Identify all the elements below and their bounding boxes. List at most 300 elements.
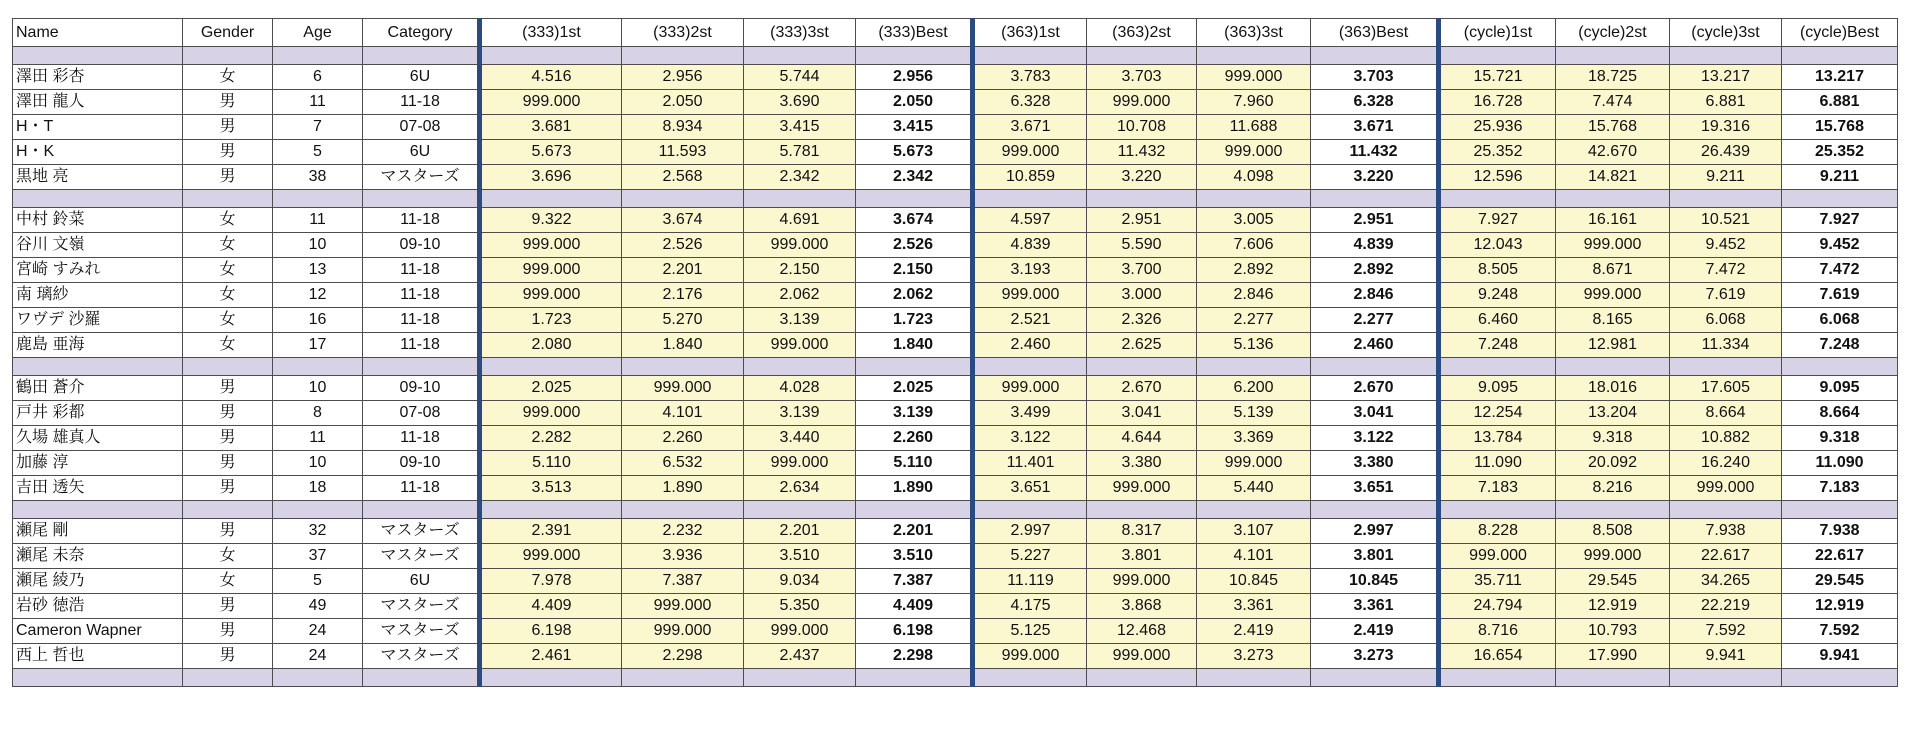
cell-age[interactable]: 37 bbox=[273, 544, 363, 569]
cell-category[interactable]: マスターズ bbox=[363, 544, 480, 569]
cell-363-3st[interactable]: 2.277 bbox=[1197, 308, 1311, 333]
cell-363-2st[interactable]: 3.703 bbox=[1087, 65, 1197, 90]
cell-cycle-3st[interactable]: 7.472 bbox=[1670, 258, 1782, 283]
cell-333-3st[interactable]: 999.000 bbox=[744, 233, 856, 258]
cell-363-best[interactable]: 2.892 bbox=[1311, 258, 1439, 283]
cell-333-1st[interactable]: 999.000 bbox=[480, 544, 622, 569]
cell-cycle-1st[interactable]: 6.460 bbox=[1439, 308, 1556, 333]
cell-333-3st[interactable]: 3.440 bbox=[744, 426, 856, 451]
cell-333-best[interactable]: 2.025 bbox=[856, 376, 973, 401]
col-header-363-2st[interactable]: (363)2st bbox=[1087, 19, 1197, 47]
cell-cycle-best[interactable]: 6.881 bbox=[1782, 90, 1898, 115]
cell-cycle-3st[interactable]: 999.000 bbox=[1670, 476, 1782, 501]
cell-363-2st[interactable]: 8.317 bbox=[1087, 519, 1197, 544]
cell-name[interactable]: 瀬尾 綾乃 bbox=[13, 569, 183, 594]
cell-name[interactable]: 加藤 淳 bbox=[13, 451, 183, 476]
separator-cell[interactable] bbox=[744, 358, 856, 376]
cell-363-3st[interactable]: 5.139 bbox=[1197, 401, 1311, 426]
cell-363-1st[interactable]: 5.227 bbox=[973, 544, 1087, 569]
cell-cycle-2st[interactable]: 13.204 bbox=[1556, 401, 1670, 426]
cell-gender[interactable]: 男 bbox=[183, 90, 273, 115]
cell-cycle-1st[interactable]: 16.728 bbox=[1439, 90, 1556, 115]
cell-333-2st[interactable]: 7.387 bbox=[622, 569, 744, 594]
cell-333-2st[interactable]: 2.176 bbox=[622, 283, 744, 308]
cell-name[interactable]: 澤田 龍人 bbox=[13, 90, 183, 115]
col-header-363-1st[interactable]: (363)1st bbox=[973, 19, 1087, 47]
cell-cycle-1st[interactable]: 8.228 bbox=[1439, 519, 1556, 544]
cell-363-1st[interactable]: 4.175 bbox=[973, 594, 1087, 619]
cell-333-2st[interactable]: 2.568 bbox=[622, 165, 744, 190]
cell-cycle-2st[interactable]: 18.016 bbox=[1556, 376, 1670, 401]
separator-cell[interactable] bbox=[1311, 47, 1439, 65]
cell-cycle-2st[interactable]: 999.000 bbox=[1556, 233, 1670, 258]
cell-gender[interactable]: 男 bbox=[183, 115, 273, 140]
cell-363-best[interactable]: 4.839 bbox=[1311, 233, 1439, 258]
col-header-333-1st[interactable]: (333)1st bbox=[480, 19, 622, 47]
separator-cell[interactable] bbox=[480, 190, 622, 208]
cell-363-best[interactable]: 11.432 bbox=[1311, 140, 1439, 165]
cell-age[interactable]: 8 bbox=[273, 401, 363, 426]
cell-363-best[interactable]: 2.670 bbox=[1311, 376, 1439, 401]
cell-363-2st[interactable]: 11.432 bbox=[1087, 140, 1197, 165]
cell-333-3st[interactable]: 2.150 bbox=[744, 258, 856, 283]
cell-333-1st[interactable]: 3.696 bbox=[480, 165, 622, 190]
cell-363-3st[interactable]: 999.000 bbox=[1197, 140, 1311, 165]
cell-category[interactable]: 11-18 bbox=[363, 308, 480, 333]
cell-363-3st[interactable]: 7.960 bbox=[1197, 90, 1311, 115]
cell-333-1st[interactable]: 4.409 bbox=[480, 594, 622, 619]
cell-gender[interactable]: 男 bbox=[183, 451, 273, 476]
cell-age[interactable]: 11 bbox=[273, 208, 363, 233]
separator-cell[interactable] bbox=[1670, 669, 1782, 687]
cell-gender[interactable]: 女 bbox=[183, 544, 273, 569]
cell-333-3st[interactable]: 2.634 bbox=[744, 476, 856, 501]
cell-age[interactable]: 24 bbox=[273, 619, 363, 644]
cell-333-3st[interactable]: 3.690 bbox=[744, 90, 856, 115]
cell-333-1st[interactable]: 1.723 bbox=[480, 308, 622, 333]
cell-363-3st[interactable]: 3.107 bbox=[1197, 519, 1311, 544]
separator-cell[interactable] bbox=[1197, 47, 1311, 65]
cell-gender[interactable]: 男 bbox=[183, 619, 273, 644]
cell-gender[interactable]: 女 bbox=[183, 283, 273, 308]
cell-age[interactable]: 5 bbox=[273, 140, 363, 165]
cell-363-best[interactable]: 2.460 bbox=[1311, 333, 1439, 358]
cell-333-2st[interactable]: 2.260 bbox=[622, 426, 744, 451]
cell-category[interactable]: 11-18 bbox=[363, 208, 480, 233]
cell-gender[interactable]: 女 bbox=[183, 308, 273, 333]
separator-cell[interactable] bbox=[13, 47, 183, 65]
cell-name[interactable]: 久場 雄真人 bbox=[13, 426, 183, 451]
cell-363-2st[interactable]: 999.000 bbox=[1087, 90, 1197, 115]
cell-category[interactable]: 6U bbox=[363, 140, 480, 165]
cell-cycle-2st[interactable]: 14.821 bbox=[1556, 165, 1670, 190]
separator-cell[interactable] bbox=[273, 501, 363, 519]
separator-cell[interactable] bbox=[1087, 190, 1197, 208]
cell-333-2st[interactable]: 2.298 bbox=[622, 644, 744, 669]
cell-gender[interactable]: 男 bbox=[183, 401, 273, 426]
cell-333-best[interactable]: 3.510 bbox=[856, 544, 973, 569]
cell-cycle-best[interactable]: 15.768 bbox=[1782, 115, 1898, 140]
cell-cycle-best[interactable]: 7.472 bbox=[1782, 258, 1898, 283]
col-header-gender[interactable]: Gender bbox=[183, 19, 273, 47]
cell-category[interactable]: 11-18 bbox=[363, 426, 480, 451]
separator-cell[interactable] bbox=[183, 501, 273, 519]
cell-name[interactable]: ワヴデ 沙羅 bbox=[13, 308, 183, 333]
separator-cell[interactable] bbox=[363, 358, 480, 376]
cell-333-2st[interactable]: 8.934 bbox=[622, 115, 744, 140]
cell-363-1st[interactable]: 4.597 bbox=[973, 208, 1087, 233]
cell-333-2st[interactable]: 2.232 bbox=[622, 519, 744, 544]
cell-363-best[interactable]: 3.361 bbox=[1311, 594, 1439, 619]
separator-cell[interactable] bbox=[13, 669, 183, 687]
cell-cycle-best[interactable]: 29.545 bbox=[1782, 569, 1898, 594]
cell-363-1st[interactable]: 6.328 bbox=[973, 90, 1087, 115]
cell-cycle-2st[interactable]: 8.165 bbox=[1556, 308, 1670, 333]
cell-category[interactable]: 09-10 bbox=[363, 233, 480, 258]
cell-333-2st[interactable]: 3.936 bbox=[622, 544, 744, 569]
separator-cell[interactable] bbox=[973, 501, 1087, 519]
separator-cell[interactable] bbox=[363, 47, 480, 65]
cell-cycle-best[interactable]: 7.592 bbox=[1782, 619, 1898, 644]
cell-333-2st[interactable]: 2.526 bbox=[622, 233, 744, 258]
cell-age[interactable]: 7 bbox=[273, 115, 363, 140]
cell-cycle-1st[interactable]: 25.936 bbox=[1439, 115, 1556, 140]
separator-cell[interactable] bbox=[1439, 669, 1556, 687]
cell-333-1st[interactable]: 3.513 bbox=[480, 476, 622, 501]
cell-gender[interactable]: 男 bbox=[183, 594, 273, 619]
cell-cycle-3st[interactable]: 6.881 bbox=[1670, 90, 1782, 115]
separator-cell[interactable] bbox=[1087, 358, 1197, 376]
cell-333-best[interactable]: 3.415 bbox=[856, 115, 973, 140]
cell-363-1st[interactable]: 3.122 bbox=[973, 426, 1087, 451]
separator-cell[interactable] bbox=[744, 47, 856, 65]
cell-333-best[interactable]: 5.673 bbox=[856, 140, 973, 165]
separator-cell[interactable] bbox=[363, 501, 480, 519]
cell-cycle-best[interactable]: 7.927 bbox=[1782, 208, 1898, 233]
cell-gender[interactable]: 男 bbox=[183, 165, 273, 190]
cell-category[interactable]: マスターズ bbox=[363, 519, 480, 544]
separator-cell[interactable] bbox=[1556, 501, 1670, 519]
cell-cycle-1st[interactable]: 9.248 bbox=[1439, 283, 1556, 308]
separator-cell[interactable] bbox=[273, 47, 363, 65]
cell-363-3st[interactable]: 3.361 bbox=[1197, 594, 1311, 619]
cell-363-3st[interactable]: 999.000 bbox=[1197, 65, 1311, 90]
cell-333-3st[interactable]: 3.139 bbox=[744, 401, 856, 426]
separator-cell[interactable] bbox=[1556, 190, 1670, 208]
cell-363-1st[interactable]: 999.000 bbox=[973, 283, 1087, 308]
cell-333-2st[interactable]: 5.270 bbox=[622, 308, 744, 333]
cell-cycle-3st[interactable]: 7.619 bbox=[1670, 283, 1782, 308]
separator-cell[interactable] bbox=[973, 190, 1087, 208]
cell-cycle-3st[interactable]: 10.882 bbox=[1670, 426, 1782, 451]
cell-cycle-2st[interactable]: 18.725 bbox=[1556, 65, 1670, 90]
cell-cycle-best[interactable]: 7.248 bbox=[1782, 333, 1898, 358]
cell-363-3st[interactable]: 5.440 bbox=[1197, 476, 1311, 501]
cell-333-3st[interactable]: 4.691 bbox=[744, 208, 856, 233]
separator-cell[interactable] bbox=[183, 669, 273, 687]
cell-cycle-3st[interactable]: 9.452 bbox=[1670, 233, 1782, 258]
col-header-cycle-2st[interactable]: (cycle)2st bbox=[1556, 19, 1670, 47]
cell-363-1st[interactable]: 999.000 bbox=[973, 376, 1087, 401]
cell-cycle-3st[interactable]: 10.521 bbox=[1670, 208, 1782, 233]
cell-333-best[interactable]: 2.062 bbox=[856, 283, 973, 308]
cell-333-3st[interactable]: 3.415 bbox=[744, 115, 856, 140]
col-header-name[interactable]: Name bbox=[13, 19, 183, 47]
cell-363-1st[interactable]: 3.499 bbox=[973, 401, 1087, 426]
cell-333-1st[interactable]: 999.000 bbox=[480, 90, 622, 115]
cell-name[interactable]: 鹿島 亜海 bbox=[13, 333, 183, 358]
cell-333-3st[interactable]: 999.000 bbox=[744, 333, 856, 358]
cell-age[interactable]: 10 bbox=[273, 451, 363, 476]
cell-333-best[interactable]: 2.956 bbox=[856, 65, 973, 90]
cell-363-3st[interactable]: 11.688 bbox=[1197, 115, 1311, 140]
separator-cell[interactable] bbox=[973, 669, 1087, 687]
cell-cycle-3st[interactable]: 22.617 bbox=[1670, 544, 1782, 569]
separator-cell[interactable] bbox=[856, 47, 973, 65]
separator-cell[interactable] bbox=[1087, 669, 1197, 687]
cell-category[interactable]: 11-18 bbox=[363, 476, 480, 501]
cell-363-best[interactable]: 3.651 bbox=[1311, 476, 1439, 501]
cell-cycle-3st[interactable]: 26.439 bbox=[1670, 140, 1782, 165]
cell-name[interactable]: H・T bbox=[13, 115, 183, 140]
cell-363-3st[interactable]: 999.000 bbox=[1197, 451, 1311, 476]
cell-363-best[interactable]: 2.951 bbox=[1311, 208, 1439, 233]
col-header-category[interactable]: Category bbox=[363, 19, 480, 47]
cell-363-2st[interactable]: 4.644 bbox=[1087, 426, 1197, 451]
cell-363-2st[interactable]: 2.951 bbox=[1087, 208, 1197, 233]
cell-333-best[interactable]: 2.298 bbox=[856, 644, 973, 669]
col-header-333-2st[interactable]: (333)2st bbox=[622, 19, 744, 47]
cell-363-1st[interactable]: 11.401 bbox=[973, 451, 1087, 476]
cell-age[interactable]: 13 bbox=[273, 258, 363, 283]
cell-category[interactable]: 09-10 bbox=[363, 451, 480, 476]
cell-category[interactable]: 07-08 bbox=[363, 401, 480, 426]
cell-cycle-best[interactable]: 9.941 bbox=[1782, 644, 1898, 669]
cell-name[interactable]: 瀬尾 剛 bbox=[13, 519, 183, 544]
cell-333-1st[interactable]: 2.391 bbox=[480, 519, 622, 544]
separator-cell[interactable] bbox=[1197, 501, 1311, 519]
separator-cell[interactable] bbox=[856, 190, 973, 208]
cell-363-1st[interactable]: 3.193 bbox=[973, 258, 1087, 283]
cell-363-3st[interactable]: 4.098 bbox=[1197, 165, 1311, 190]
cell-333-2st[interactable]: 3.674 bbox=[622, 208, 744, 233]
cell-363-1st[interactable]: 10.859 bbox=[973, 165, 1087, 190]
cell-363-2st[interactable]: 12.468 bbox=[1087, 619, 1197, 644]
cell-name[interactable]: 西上 哲也 bbox=[13, 644, 183, 669]
cell-name[interactable]: H・K bbox=[13, 140, 183, 165]
cell-age[interactable]: 38 bbox=[273, 165, 363, 190]
separator-cell[interactable] bbox=[744, 501, 856, 519]
separator-cell[interactable] bbox=[480, 669, 622, 687]
separator-cell[interactable] bbox=[1782, 47, 1898, 65]
cell-333-1st[interactable]: 5.110 bbox=[480, 451, 622, 476]
cell-363-best[interactable]: 3.380 bbox=[1311, 451, 1439, 476]
cell-363-best[interactable]: 10.845 bbox=[1311, 569, 1439, 594]
separator-cell[interactable] bbox=[1087, 47, 1197, 65]
cell-cycle-best[interactable]: 7.619 bbox=[1782, 283, 1898, 308]
cell-333-3st[interactable]: 5.350 bbox=[744, 594, 856, 619]
cell-333-2st[interactable]: 2.956 bbox=[622, 65, 744, 90]
cell-333-best[interactable]: 5.110 bbox=[856, 451, 973, 476]
cell-cycle-1st[interactable]: 999.000 bbox=[1439, 544, 1556, 569]
cell-gender[interactable]: 女 bbox=[183, 233, 273, 258]
separator-cell[interactable] bbox=[744, 669, 856, 687]
separator-cell[interactable] bbox=[183, 190, 273, 208]
cell-363-3st[interactable]: 2.846 bbox=[1197, 283, 1311, 308]
cell-333-2st[interactable]: 999.000 bbox=[622, 376, 744, 401]
cell-363-3st[interactable]: 3.005 bbox=[1197, 208, 1311, 233]
separator-cell[interactable] bbox=[480, 47, 622, 65]
cell-363-best[interactable]: 2.997 bbox=[1311, 519, 1439, 544]
cell-333-2st[interactable]: 1.840 bbox=[622, 333, 744, 358]
cell-363-2st[interactable]: 3.700 bbox=[1087, 258, 1197, 283]
cell-363-3st[interactable]: 10.845 bbox=[1197, 569, 1311, 594]
cell-category[interactable]: マスターズ bbox=[363, 165, 480, 190]
separator-cell[interactable] bbox=[273, 358, 363, 376]
cell-333-3st[interactable]: 5.781 bbox=[744, 140, 856, 165]
cell-333-3st[interactable]: 2.062 bbox=[744, 283, 856, 308]
cell-363-1st[interactable]: 3.671 bbox=[973, 115, 1087, 140]
cell-363-1st[interactable]: 4.839 bbox=[973, 233, 1087, 258]
cell-cycle-1st[interactable]: 15.721 bbox=[1439, 65, 1556, 90]
cell-gender[interactable]: 女 bbox=[183, 333, 273, 358]
separator-cell[interactable] bbox=[856, 501, 973, 519]
cell-363-3st[interactable]: 5.136 bbox=[1197, 333, 1311, 358]
cell-cycle-3st[interactable]: 34.265 bbox=[1670, 569, 1782, 594]
cell-cycle-1st[interactable]: 13.784 bbox=[1439, 426, 1556, 451]
cell-category[interactable]: 11-18 bbox=[363, 333, 480, 358]
cell-363-2st[interactable]: 999.000 bbox=[1087, 569, 1197, 594]
cell-gender[interactable]: 女 bbox=[183, 208, 273, 233]
cell-363-best[interactable]: 2.846 bbox=[1311, 283, 1439, 308]
cell-cycle-2st[interactable]: 42.670 bbox=[1556, 140, 1670, 165]
cell-cycle-1st[interactable]: 24.794 bbox=[1439, 594, 1556, 619]
cell-363-1st[interactable]: 2.521 bbox=[973, 308, 1087, 333]
cell-cycle-3st[interactable]: 9.211 bbox=[1670, 165, 1782, 190]
separator-cell[interactable] bbox=[1556, 669, 1670, 687]
cell-category[interactable]: 6U bbox=[363, 569, 480, 594]
cell-333-best[interactable]: 2.526 bbox=[856, 233, 973, 258]
cell-name[interactable]: 南 璃紗 bbox=[13, 283, 183, 308]
cell-gender[interactable]: 女 bbox=[183, 258, 273, 283]
cell-cycle-best[interactable]: 8.664 bbox=[1782, 401, 1898, 426]
cell-name[interactable]: 宮崎 すみれ bbox=[13, 258, 183, 283]
cell-333-best[interactable]: 2.342 bbox=[856, 165, 973, 190]
cell-gender[interactable]: 女 bbox=[183, 65, 273, 90]
cell-age[interactable]: 5 bbox=[273, 569, 363, 594]
cell-363-2st[interactable]: 2.670 bbox=[1087, 376, 1197, 401]
cell-363-2st[interactable]: 10.708 bbox=[1087, 115, 1197, 140]
cell-333-best[interactable]: 7.387 bbox=[856, 569, 973, 594]
cell-age[interactable]: 17 bbox=[273, 333, 363, 358]
cell-363-best[interactable]: 3.220 bbox=[1311, 165, 1439, 190]
cell-333-1st[interactable]: 5.673 bbox=[480, 140, 622, 165]
cell-333-3st[interactable]: 2.201 bbox=[744, 519, 856, 544]
separator-cell[interactable] bbox=[1670, 190, 1782, 208]
cell-cycle-best[interactable]: 11.090 bbox=[1782, 451, 1898, 476]
separator-cell[interactable] bbox=[856, 358, 973, 376]
col-header-cycle-3st[interactable]: (cycle)3st bbox=[1670, 19, 1782, 47]
separator-cell[interactable] bbox=[1670, 358, 1782, 376]
cell-333-best[interactable]: 4.409 bbox=[856, 594, 973, 619]
cell-age[interactable]: 24 bbox=[273, 644, 363, 669]
col-header-cycle-1st[interactable]: (cycle)1st bbox=[1439, 19, 1556, 47]
cell-cycle-2st[interactable]: 999.000 bbox=[1556, 283, 1670, 308]
cell-333-best[interactable]: 2.050 bbox=[856, 90, 973, 115]
cell-cycle-3st[interactable]: 22.219 bbox=[1670, 594, 1782, 619]
cell-cycle-3st[interactable]: 8.664 bbox=[1670, 401, 1782, 426]
separator-cell[interactable] bbox=[622, 669, 744, 687]
cell-333-1st[interactable]: 999.000 bbox=[480, 233, 622, 258]
cell-cycle-2st[interactable]: 29.545 bbox=[1556, 569, 1670, 594]
cell-age[interactable]: 11 bbox=[273, 90, 363, 115]
cell-333-best[interactable]: 1.840 bbox=[856, 333, 973, 358]
cell-name[interactable]: Cameron Wapner bbox=[13, 619, 183, 644]
separator-cell[interactable] bbox=[13, 358, 183, 376]
cell-name[interactable]: 中村 鈴菜 bbox=[13, 208, 183, 233]
cell-363-2st[interactable]: 3.220 bbox=[1087, 165, 1197, 190]
cell-333-3st[interactable]: 9.034 bbox=[744, 569, 856, 594]
cell-gender[interactable]: 男 bbox=[183, 476, 273, 501]
cell-333-best[interactable]: 1.890 bbox=[856, 476, 973, 501]
separator-cell[interactable] bbox=[13, 190, 183, 208]
separator-cell[interactable] bbox=[480, 501, 622, 519]
cell-cycle-best[interactable]: 9.318 bbox=[1782, 426, 1898, 451]
cell-333-2st[interactable]: 999.000 bbox=[622, 594, 744, 619]
cell-age[interactable]: 18 bbox=[273, 476, 363, 501]
cell-333-2st[interactable]: 999.000 bbox=[622, 619, 744, 644]
cell-363-3st[interactable]: 7.606 bbox=[1197, 233, 1311, 258]
separator-cell[interactable] bbox=[1782, 501, 1898, 519]
cell-333-3st[interactable]: 3.139 bbox=[744, 308, 856, 333]
cell-gender[interactable]: 女 bbox=[183, 569, 273, 594]
cell-name[interactable]: 岩砂 徳浩 bbox=[13, 594, 183, 619]
cell-363-2st[interactable]: 3.000 bbox=[1087, 283, 1197, 308]
cell-cycle-3st[interactable]: 6.068 bbox=[1670, 308, 1782, 333]
cell-cycle-2st[interactable]: 15.768 bbox=[1556, 115, 1670, 140]
cell-cycle-best[interactable]: 22.617 bbox=[1782, 544, 1898, 569]
cell-cycle-2st[interactable]: 7.474 bbox=[1556, 90, 1670, 115]
separator-cell[interactable] bbox=[1556, 47, 1670, 65]
cell-cycle-2st[interactable]: 8.508 bbox=[1556, 519, 1670, 544]
cell-333-1st[interactable]: 9.322 bbox=[480, 208, 622, 233]
cell-cycle-1st[interactable]: 25.352 bbox=[1439, 140, 1556, 165]
cell-363-best[interactable]: 3.801 bbox=[1311, 544, 1439, 569]
cell-363-2st[interactable]: 3.801 bbox=[1087, 544, 1197, 569]
col-header-age[interactable]: Age bbox=[273, 19, 363, 47]
cell-name[interactable]: 澤田 彩杏 bbox=[13, 65, 183, 90]
separator-cell[interactable] bbox=[363, 669, 480, 687]
col-header-363-best[interactable]: (363)Best bbox=[1311, 19, 1439, 47]
separator-cell[interactable] bbox=[1087, 501, 1197, 519]
cell-363-3st[interactable]: 6.200 bbox=[1197, 376, 1311, 401]
cell-363-2st[interactable]: 999.000 bbox=[1087, 476, 1197, 501]
cell-333-best[interactable]: 1.723 bbox=[856, 308, 973, 333]
cell-363-best[interactable]: 3.671 bbox=[1311, 115, 1439, 140]
cell-category[interactable]: 09-10 bbox=[363, 376, 480, 401]
separator-cell[interactable] bbox=[1782, 190, 1898, 208]
cell-363-3st[interactable]: 3.273 bbox=[1197, 644, 1311, 669]
cell-363-3st[interactable]: 4.101 bbox=[1197, 544, 1311, 569]
cell-cycle-3st[interactable]: 7.592 bbox=[1670, 619, 1782, 644]
cell-333-1st[interactable]: 2.461 bbox=[480, 644, 622, 669]
cell-age[interactable]: 49 bbox=[273, 594, 363, 619]
cell-333-3st[interactable]: 2.342 bbox=[744, 165, 856, 190]
cell-363-best[interactable]: 2.277 bbox=[1311, 308, 1439, 333]
separator-cell[interactable] bbox=[1556, 358, 1670, 376]
cell-363-best[interactable]: 2.419 bbox=[1311, 619, 1439, 644]
cell-363-2st[interactable]: 999.000 bbox=[1087, 644, 1197, 669]
